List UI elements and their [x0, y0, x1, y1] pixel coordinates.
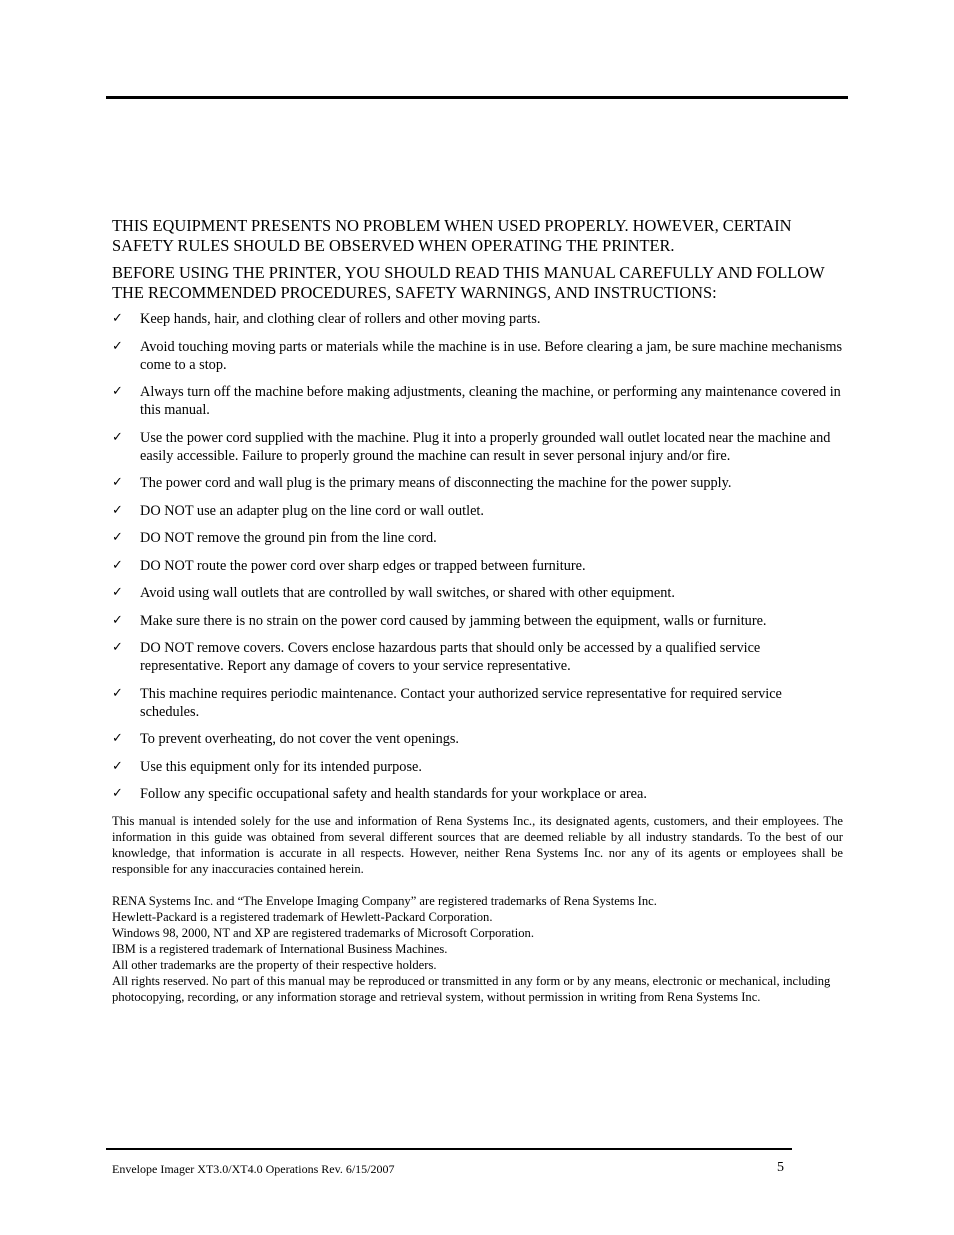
list-item [112, 685, 843, 721]
checkmark-icon: ✓ [112, 384, 123, 399]
rights-reserved-notice: All rights reserved. No part of this manual may be reproduced or transmitted in any form or by any means, electronic or mechanical, including photocopying, recording, or any information storage and retrieval system, without permission in writing from Rena Systems Inc. [112, 973, 831, 1004]
disclaimer-paragraph: This manual is intended solely for the use and information of Rena Systems Inc., its designated agents, customers, and their employees. The information in this guide was obtained from several different sources that are deemed reliable by all industry standards. To the best of our knowledge, that information is accurate in all respects. However, neither Rena Systems Inc. nor any of its agents or employees shall be responsible for any inaccuracies contained herein. [112, 813, 843, 876]
intro-paragraph: BEFORE USING THE PRINTER, YOU SHOULD READ THIS MANUAL CAREFULLY AND FOLLOW THE RECOMMENDED PROCEDURES, SAFETY WARNINGS, AND INSTRUCTIONS: [112, 263, 825, 302]
rule-text: Use this equipment only for its intended purpose. [140, 758, 422, 775]
checkmark-icon: ✓ [112, 338, 123, 354]
rule-text: Use the power cord supplied with the machine. Plug it into a properly grounded wall outlet located near the machine and easily accessible. Failure to properly ground the machine can result in sever personal injury and/or fire. [140, 429, 831, 464]
footer-doc-title: Envelope Imager XT3.0/XT4.0 Operations Rev. 6/15/2007 [112, 1162, 395, 1176]
list-item [112, 502, 843, 520]
checkmark-icon: ✓ [112, 557, 123, 573]
rule-text: DO NOT route the power cord over sharp edges or trapped between furniture. [140, 557, 586, 574]
rule-text: Always turn off the machine before making adjustments, cleaning the machine, or performing any maintenance covered in this manual. [140, 384, 841, 418]
list-item [112, 639, 843, 675]
list-item [112, 529, 843, 547]
footer-rule [106, 1148, 792, 1150]
checkmark-icon: ✓ [112, 429, 123, 445]
list-item [112, 730, 843, 748]
list-item [112, 557, 843, 575]
checkmark-icon: ✓ [112, 640, 123, 655]
rule-text: DO NOT use an adapter plug on the line cord or wall outlet. [140, 502, 484, 519]
checkmark-icon: ✓ [112, 475, 123, 490]
list-item [112, 584, 843, 602]
checkmark-icon: ✓ [112, 311, 123, 326]
checkmark-icon: ✓ [112, 786, 123, 801]
list-item [112, 383, 843, 419]
rule-text: Avoid touching moving parts or materials while the machine is in use. Before clearing a jam, be sure machine mechanisms come to a stop. [140, 338, 843, 373]
trademark-line: IBM is a registered trademark of International Business Machines. [112, 941, 448, 956]
page-content [112, 216, 843, 1005]
list-item [112, 612, 843, 630]
rule-text: DO NOT remove the ground pin from the line cord. [140, 530, 437, 546]
safety-rules-list [112, 310, 843, 803]
list-item [112, 429, 843, 465]
checkmark-icon: ✓ [112, 731, 123, 746]
checkmark-icon: ✓ [112, 685, 123, 701]
rule-text: This machine requires periodic maintenance. Contact your authorized service representative for required service schedules. [140, 685, 782, 720]
trademark-line: Windows 98, 2000, NT and XP are registered trademarks of Microsoft Corporation. [112, 925, 534, 940]
header-rule [106, 96, 848, 99]
rule-text: Avoid using wall outlets that are controlled by wall switches, or shared with other equipment. [140, 585, 675, 601]
list-item [112, 785, 843, 803]
rule-text: Make sure there is no strain on the power cord caused by jamming between the equipment, walls or furniture. [140, 612, 767, 629]
trademark-line: RENA Systems Inc. and “The Envelope Imaging Company” are registered trademarks of Rena Systems Inc. [112, 893, 657, 908]
checkmark-icon: ✓ [112, 530, 123, 545]
checkmark-icon: ✓ [112, 502, 123, 518]
rule-text: DO NOT remove covers. Covers enclose hazardous parts that should only be accessed by a qualified service representative. Report any damage of covers to your service representative. [140, 640, 761, 674]
rule-text: Keep hands, hair, and clothing clear of rollers and other moving parts. [140, 311, 541, 327]
safety-intro [112, 216, 843, 302]
page-number: 5 [777, 1160, 784, 1175]
list-item [112, 310, 843, 328]
rule-text: To prevent overheating, do not cover the vent openings. [140, 731, 459, 747]
list-item [112, 474, 843, 492]
checkmark-icon: ✓ [112, 758, 123, 774]
trademark-line: Hewlett-Packard is a registered trademark of Hewlett-Packard Corporation. [112, 909, 493, 924]
intro-paragraph: THIS EQUIPMENT PRESENTS NO PROBLEM WHEN USED PROPERLY. HOWEVER, CERTAIN SAFETY RULES SHOULD BE OBSERVED WHEN OPERATING THE PRINTER. [112, 216, 792, 255]
checkmark-icon: ✓ [112, 612, 123, 628]
rule-text: Follow any specific occupational safety and health standards for your workplace or area. [140, 786, 647, 802]
checkmark-icon: ✓ [112, 585, 123, 600]
trademark-line: All other trademarks are the property of their respective holders. [112, 957, 437, 972]
list-item [112, 338, 843, 374]
trademark-notices [112, 893, 843, 1005]
rule-text: The power cord and wall plug is the primary means of disconnecting the machine for the power supply. [140, 475, 732, 491]
list-item [112, 758, 843, 776]
